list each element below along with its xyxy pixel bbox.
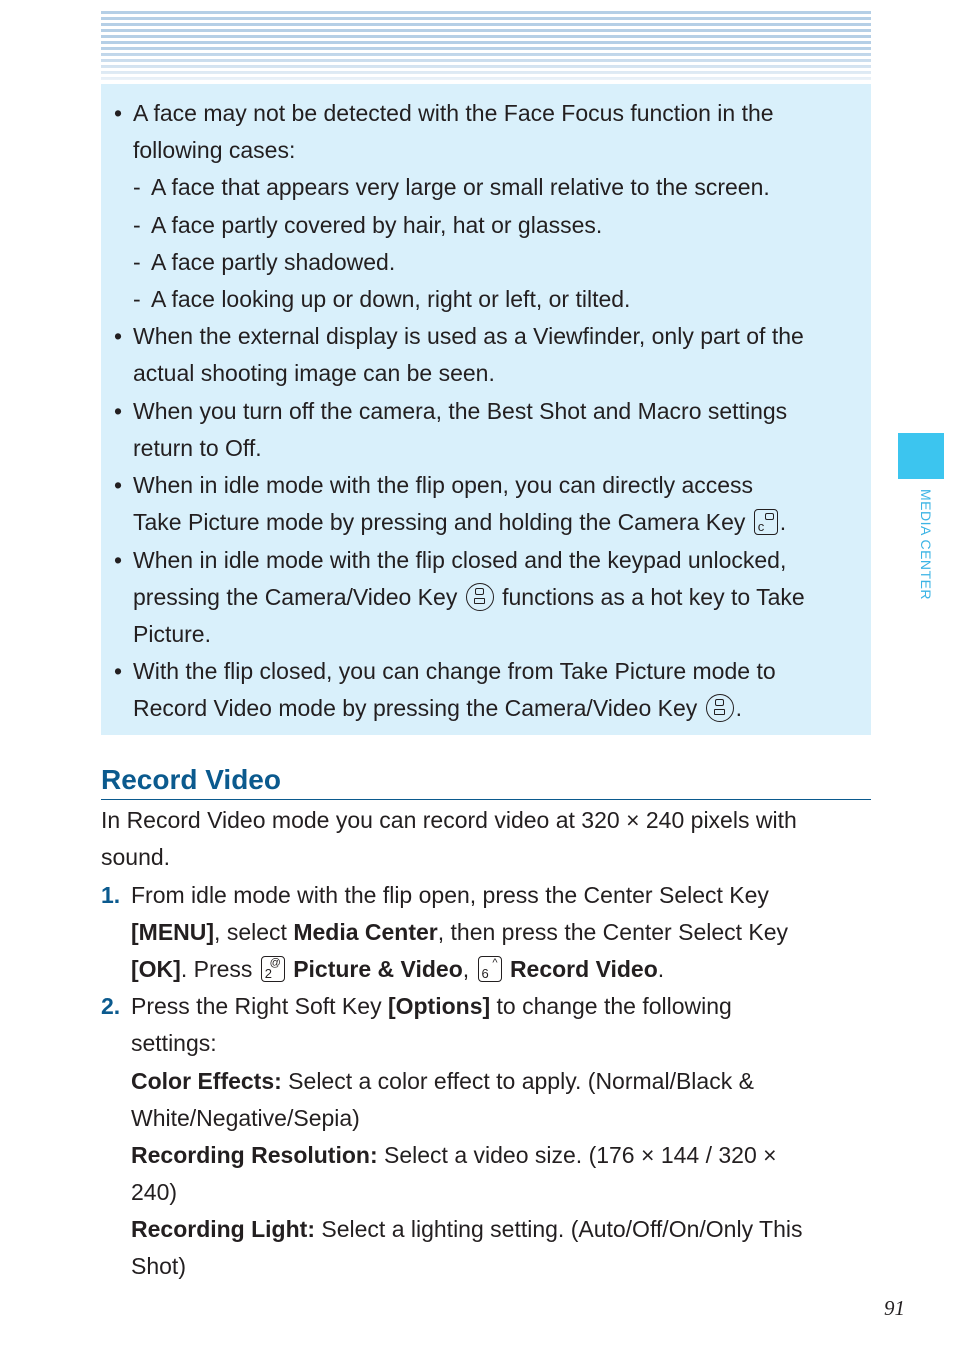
camera-body-icon — [765, 513, 774, 520]
note-text-part: . — [735, 695, 743, 721]
note-text — [133, 507, 786, 537]
menu-label: [MENU] — [131, 919, 215, 945]
key-number: 6 — [481, 965, 489, 981]
step-text-part: , select — [214, 919, 294, 945]
page-number: 91 — [884, 1296, 905, 1320]
note-text-part: Take Picture mode by pressing and holding the Camera Key — [133, 509, 746, 535]
bullet-marker: • — [114, 398, 123, 424]
setting-text: 240) — [131, 1179, 178, 1205]
step-text-part: to change the following — [490, 993, 732, 1019]
dash-marker: - — [133, 249, 141, 275]
bullet-marker: • — [114, 658, 123, 684]
step-text-part: , — [462, 956, 470, 982]
key-6-icon — [478, 956, 502, 982]
step-text: settings: — [131, 1030, 217, 1056]
key-2-icon — [261, 956, 285, 982]
setting-color-effects — [131, 1066, 754, 1096]
setting-label: Color Effects: — [131, 1068, 282, 1094]
picture-video-label: Picture & Video — [293, 956, 463, 982]
note-text — [133, 582, 805, 613]
heading-rule — [101, 799, 871, 800]
media-center-label: Media Center — [293, 919, 438, 945]
camera-video-key-icon-part — [714, 709, 725, 715]
note-text: When in idle mode with the flip open, you can directly access — [133, 472, 754, 498]
ok-label: [OK] — [131, 956, 181, 982]
setting-text: Shot) — [131, 1253, 186, 1279]
note-text: Picture. — [133, 621, 211, 647]
setting-text: Select a video size. (176 × 144 / 320 × — [377, 1142, 777, 1168]
setting-text: Select a color effect to apply. (Normal/Black & — [281, 1068, 754, 1094]
note-subitem: A face looking up or down, right or left, or tilted. — [151, 286, 631, 312]
note-text — [133, 693, 742, 724]
step-text: From idle mode with the flip open, press the Center Select Key — [131, 882, 769, 908]
step-number: 1. — [101, 882, 121, 908]
key-symbol: @ — [269, 956, 281, 969]
step-number: 2. — [101, 993, 121, 1019]
setting-text: Select a lighting setting. (Auto/Off/On/Only This — [314, 1216, 803, 1242]
step-text-part: . Press — [180, 956, 259, 982]
dash-marker: - — [133, 174, 141, 200]
setting-recording-light — [131, 1214, 803, 1244]
side-tab-label: MEDIA CENTER — [918, 489, 934, 601]
camera-video-key-icon — [706, 694, 734, 722]
step-text-part: Press the Right Soft Key — [131, 993, 388, 1019]
setting-label: Recording Light: — [131, 1216, 315, 1242]
bullet-marker: • — [114, 100, 123, 126]
step-text — [131, 991, 732, 1021]
bullet-marker: • — [114, 323, 123, 349]
dash-marker: - — [133, 286, 141, 312]
step-text-part: . — [657, 956, 665, 982]
bullet-marker: • — [114, 472, 123, 498]
camera-key-letter: c — [757, 518, 765, 534]
note-text-part: functions as a hot key to Take — [502, 584, 805, 610]
note-text: actual shooting image can be seen. — [133, 360, 495, 386]
note-text: When the external display is used as a Viewfinder, only part of the — [133, 323, 804, 349]
note-text: When you turn off the camera, the Best Shot and Macro settings — [133, 398, 788, 424]
camera-video-key-icon — [466, 583, 494, 611]
note-subitem: A face that appears very large or small relative to the screen. — [151, 174, 770, 200]
dash-marker: - — [133, 212, 141, 238]
step-text — [131, 917, 788, 947]
note-text: return to Off. — [133, 435, 262, 461]
note-subitem: A face partly shadowed. — [151, 249, 396, 275]
options-label: [Options] — [387, 993, 491, 1019]
setting-text: White/Negative/Sepia) — [131, 1105, 360, 1131]
note-text-part: Record Video mode by pressing the Camera/Video Key — [133, 695, 698, 721]
note-text-part: . — [779, 509, 787, 535]
note-text: With the flip closed, you can change from Take Picture mode to — [133, 658, 776, 684]
note-text: following cases: — [133, 137, 296, 163]
key-number: 2 — [264, 965, 273, 981]
camera-video-key-icon-part — [475, 588, 484, 595]
note-text-part: pressing the Camera/Video Key — [133, 584, 458, 610]
note-text: When in idle mode with the flip closed and the keypad unlocked, — [133, 547, 787, 573]
bullet-marker: • — [114, 547, 123, 573]
camera-video-key-icon-part — [715, 699, 724, 706]
camera-video-key-icon-part — [474, 598, 485, 604]
key-symbol: ^ — [492, 956, 498, 969]
intro-text: sound. — [101, 844, 171, 870]
step-text-part: , then press the Center Select Key — [437, 919, 789, 945]
step-text — [131, 954, 664, 984]
setting-label: Recording Resolution: — [131, 1142, 378, 1168]
record-video-label: Record Video — [509, 956, 658, 982]
section-tab-marker — [898, 433, 944, 479]
camera-key-icon — [754, 509, 778, 535]
intro-text: In Record Video mode you can record video at 320 × 240 pixels with — [101, 807, 797, 833]
note-subitem: A face partly covered by hair, hat or glasses. — [151, 212, 603, 238]
setting-recording-resolution — [131, 1140, 777, 1170]
note-text: A face may not be detected with the Face Focus function in the — [133, 100, 774, 126]
section-title: Record Video — [101, 764, 281, 795]
header-stripes — [101, 11, 871, 81]
